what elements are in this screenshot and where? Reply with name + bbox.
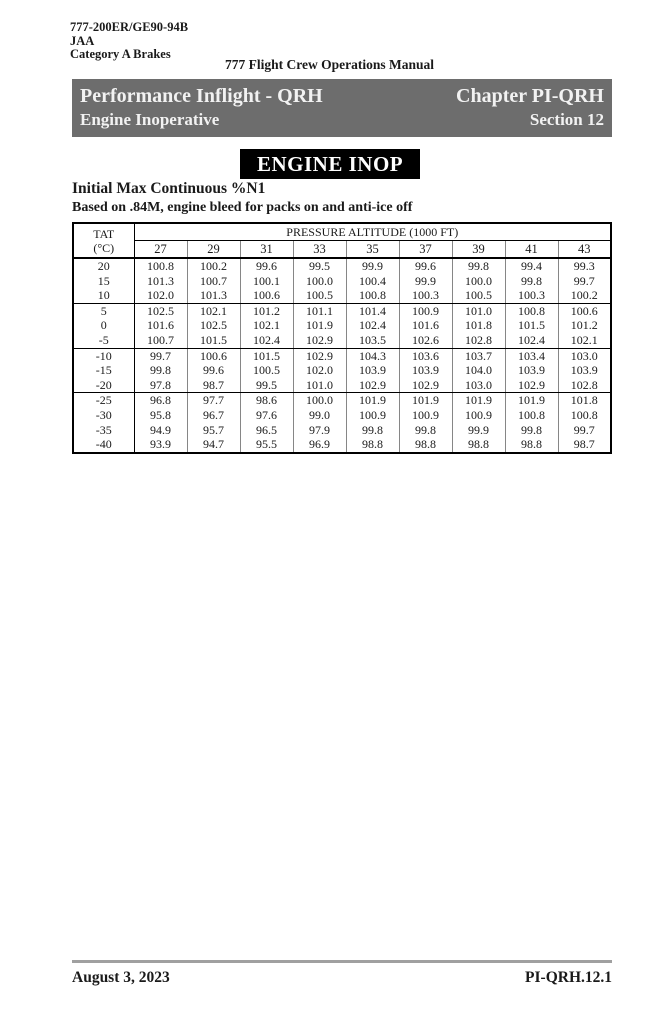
- n1-value-cell: 100.2: [187, 258, 240, 274]
- tat-unit-label: (°C): [93, 240, 115, 255]
- n1-value-cell: 102.9: [399, 378, 452, 393]
- n1-value-cell: 102.9: [293, 333, 346, 348]
- n1-value-cell: 100.7: [134, 333, 187, 348]
- n1-value-cell: 101.2: [240, 303, 293, 318]
- n1-value-cell: 101.9: [399, 393, 452, 408]
- n1-value-cell: 102.5: [134, 303, 187, 318]
- n1-value-cell: 100.7: [187, 274, 240, 289]
- n1-value-cell: 101.6: [134, 318, 187, 333]
- n1-value-cell: 101.5: [240, 348, 293, 363]
- banner-title: Performance Inflight - QRH: [80, 84, 323, 107]
- n1-value-cell: 101.3: [187, 288, 240, 303]
- altitude-column-header: 27: [134, 241, 187, 259]
- n1-value-cell: 102.0: [293, 363, 346, 378]
- n1-value-cell: 99.4: [505, 258, 558, 274]
- tat-cell: 15: [73, 274, 134, 289]
- n1-value-cell: 100.6: [187, 348, 240, 363]
- n1-value-cell: 98.7: [558, 437, 611, 453]
- n1-value-cell: 103.0: [558, 348, 611, 363]
- tat-label: TAT: [93, 226, 115, 241]
- table-row: [73, 274, 611, 289]
- n1-value-cell: 103.9: [505, 363, 558, 378]
- n1-value-cell: 102.1: [558, 333, 611, 348]
- n1-value-cell: 99.7: [558, 423, 611, 438]
- pressure-altitude-header: PRESSURE ALTITUDE (1000 FT): [134, 223, 611, 241]
- altitude-column-header: 31: [240, 241, 293, 259]
- n1-value-cell: 100.6: [558, 303, 611, 318]
- page-number: PI-QRH.12.1: [525, 969, 612, 986]
- chapter-banner: [72, 79, 612, 137]
- n1-value-cell: 100.8: [505, 408, 558, 423]
- altitude-column-header: 39: [452, 241, 505, 259]
- n1-value-cell: 98.8: [505, 437, 558, 453]
- table-row: [73, 437, 611, 453]
- banner-row-2: [80, 110, 604, 130]
- n1-value-cell: 102.9: [505, 378, 558, 393]
- revision-date: August 3, 2023: [72, 969, 170, 986]
- n1-value-cell: 96.8: [134, 393, 187, 408]
- n1-value-cell: 101.9: [293, 318, 346, 333]
- aircraft-model: 777-200ER/GE90-94B: [70, 20, 189, 34]
- n1-value-cell: 95.8: [134, 408, 187, 423]
- table-row: [73, 333, 611, 348]
- n1-value-cell: 102.9: [293, 348, 346, 363]
- n1-value-cell: 100.3: [505, 288, 558, 303]
- n1-value-cell: 103.9: [558, 363, 611, 378]
- n1-value-cell: 102.6: [399, 333, 452, 348]
- table-header: [73, 223, 611, 258]
- tat-cell: -5: [73, 333, 134, 348]
- n1-value-cell: 100.4: [346, 274, 399, 289]
- n1-value-cell: 99.3: [558, 258, 611, 274]
- n1-value-cell: 97.8: [134, 378, 187, 393]
- n1-value-cell: 103.4: [505, 348, 558, 363]
- altitude-column-header: 29: [187, 241, 240, 259]
- n1-value-cell: 101.5: [505, 318, 558, 333]
- table-row: [73, 363, 611, 378]
- n1-value-cell: 101.0: [293, 378, 346, 393]
- n1-value-cell: 101.3: [134, 274, 187, 289]
- n1-value-cell: 95.7: [187, 423, 240, 438]
- altitude-column-header: 33: [293, 241, 346, 259]
- table-row: [73, 348, 611, 363]
- n1-value-cell: 99.8: [346, 423, 399, 438]
- n1-value-cell: 101.9: [346, 393, 399, 408]
- n1-value-cell: 102.5: [187, 318, 240, 333]
- n1-value-cell: 95.5: [240, 437, 293, 453]
- n1-value-cell: 102.4: [346, 318, 399, 333]
- n1-value-cell: 99.9: [452, 423, 505, 438]
- n1-value-cell: 100.2: [558, 288, 611, 303]
- n1-value-cell: 102.8: [558, 378, 611, 393]
- n1-value-cell: 98.8: [346, 437, 399, 453]
- altitude-column-header: 43: [558, 241, 611, 259]
- n1-value-cell: 97.9: [293, 423, 346, 438]
- tat-cell: 0: [73, 318, 134, 333]
- n1-value-cell: 100.9: [452, 408, 505, 423]
- n1-value-cell: 97.7: [187, 393, 240, 408]
- n1-value-cell: 100.8: [134, 258, 187, 274]
- table-row: [73, 258, 611, 274]
- n1-value-cell: 101.4: [346, 303, 399, 318]
- n1-value-cell: 103.7: [452, 348, 505, 363]
- n1-value-cell: 100.9: [346, 408, 399, 423]
- n1-value-cell: 103.0: [452, 378, 505, 393]
- n1-value-cell: 100.0: [293, 393, 346, 408]
- n1-value-cell: 101.2: [558, 318, 611, 333]
- table-header-row-altitudes: [73, 241, 611, 259]
- table-row: [73, 393, 611, 408]
- n1-value-cell: 99.7: [558, 274, 611, 289]
- n1-value-cell: 99.6: [399, 258, 452, 274]
- n1-value-cell: 103.6: [399, 348, 452, 363]
- altitude-column-header: 41: [505, 241, 558, 259]
- n1-value-cell: 98.7: [187, 378, 240, 393]
- n1-value-cell: 96.5: [240, 423, 293, 438]
- banner-row-1: [80, 85, 604, 108]
- n1-value-cell: 99.8: [452, 258, 505, 274]
- engine-inop-box: ENGINE INOP: [240, 149, 420, 179]
- n1-value-cell: 97.6: [240, 408, 293, 423]
- tat-cell: -25: [73, 393, 134, 408]
- altitude-column-header: 37: [399, 241, 452, 259]
- n1-value-cell: 100.8: [558, 408, 611, 423]
- n1-value-cell: 102.4: [505, 333, 558, 348]
- n1-value-cell: 101.6: [399, 318, 452, 333]
- banner-chapter: Chapter PI-QRH: [456, 84, 604, 107]
- tat-cell: -40: [73, 437, 134, 453]
- n1-value-cell: 100.9: [399, 408, 452, 423]
- table-row: [73, 408, 611, 423]
- tat-cell: -15: [73, 363, 134, 378]
- n1-value-cell: 100.1: [240, 274, 293, 289]
- n1-value-cell: 99.8: [134, 363, 187, 378]
- n1-value-cell: 102.1: [240, 318, 293, 333]
- table-row: [73, 303, 611, 318]
- n1-value-cell: 102.0: [134, 288, 187, 303]
- table-body: [73, 258, 611, 453]
- n1-value-cell: 101.9: [505, 393, 558, 408]
- footer: [72, 969, 612, 987]
- banner-subtitle: Engine Inoperative: [80, 109, 220, 129]
- tat-cell: -10: [73, 348, 134, 363]
- table-row: [73, 423, 611, 438]
- banner-section: Section 12: [529, 109, 604, 129]
- n1-value-cell: 99.6: [240, 258, 293, 274]
- document-id-block: [70, 21, 188, 62]
- n1-value-cell: 96.7: [187, 408, 240, 423]
- tat-cell: 5: [73, 303, 134, 318]
- table-subtitle: Based on .84M, engine bleed for packs on and anti-ice off: [72, 200, 413, 215]
- n1-value-cell: 100.5: [240, 363, 293, 378]
- n1-value-cell: 99.6: [187, 363, 240, 378]
- n1-value-cell: 100.9: [399, 303, 452, 318]
- n1-value-cell: 98.8: [399, 437, 452, 453]
- brakes-category: Category A Brakes: [70, 47, 171, 61]
- n1-value-cell: 99.5: [293, 258, 346, 274]
- n1-value-cell: 100.0: [293, 274, 346, 289]
- tat-cell: -30: [73, 408, 134, 423]
- max-continuous-n1-table: [72, 222, 612, 454]
- n1-value-cell: 101.9: [452, 393, 505, 408]
- manual-title: 777 Flight Crew Operations Manual: [225, 57, 434, 72]
- n1-value-cell: 100.0: [452, 274, 505, 289]
- n1-value-cell: 100.5: [293, 288, 346, 303]
- table-header-row-group: [73, 223, 611, 241]
- n1-value-cell: 104.0: [452, 363, 505, 378]
- footer-rule: [72, 960, 612, 963]
- n1-value-cell: 101.5: [187, 333, 240, 348]
- n1-value-cell: 99.0: [293, 408, 346, 423]
- n1-value-cell: 101.8: [558, 393, 611, 408]
- tat-cell: 20: [73, 258, 134, 274]
- n1-value-cell: 98.6: [240, 393, 293, 408]
- n1-value-cell: 99.8: [505, 274, 558, 289]
- tat-corner-header: [73, 223, 134, 258]
- n1-value-cell: 102.9: [346, 378, 399, 393]
- n1-value-cell: 102.4: [240, 333, 293, 348]
- n1-value-cell: 98.8: [452, 437, 505, 453]
- n1-value-cell: 101.8: [452, 318, 505, 333]
- n1-value-cell: 100.3: [399, 288, 452, 303]
- n1-value-cell: 103.9: [346, 363, 399, 378]
- n1-value-cell: 99.8: [399, 423, 452, 438]
- n1-value-cell: 103.5: [346, 333, 399, 348]
- n1-value-cell: 101.0: [452, 303, 505, 318]
- certification-authority: JAA: [70, 33, 95, 48]
- n1-value-cell: 100.6: [240, 288, 293, 303]
- n1-value-cell: 96.9: [293, 437, 346, 453]
- n1-value-cell: 93.9: [134, 437, 187, 453]
- n1-value-cell: 94.7: [187, 437, 240, 453]
- n1-table-container: [72, 222, 612, 454]
- n1-value-cell: 99.9: [346, 258, 399, 274]
- tat-cell: -20: [73, 378, 134, 393]
- altitude-column-header: 35: [346, 241, 399, 259]
- n1-value-cell: 99.7: [134, 348, 187, 363]
- table-row: [73, 378, 611, 393]
- table-title: Initial Max Continuous %N1: [72, 180, 266, 197]
- n1-value-cell: 104.3: [346, 348, 399, 363]
- n1-value-cell: 102.1: [187, 303, 240, 318]
- table-row: [73, 318, 611, 333]
- n1-value-cell: 102.8: [452, 333, 505, 348]
- n1-value-cell: 100.5: [452, 288, 505, 303]
- n1-value-cell: 99.5: [240, 378, 293, 393]
- table-row: [73, 288, 611, 303]
- tat-cell: -35: [73, 423, 134, 438]
- n1-value-cell: 99.8: [505, 423, 558, 438]
- n1-value-cell: 101.1: [293, 303, 346, 318]
- n1-value-cell: 103.9: [399, 363, 452, 378]
- n1-value-cell: 100.8: [505, 303, 558, 318]
- n1-value-cell: 100.8: [346, 288, 399, 303]
- n1-value-cell: 99.9: [399, 274, 452, 289]
- tat-cell: 10: [73, 288, 134, 303]
- n1-value-cell: 94.9: [134, 423, 187, 438]
